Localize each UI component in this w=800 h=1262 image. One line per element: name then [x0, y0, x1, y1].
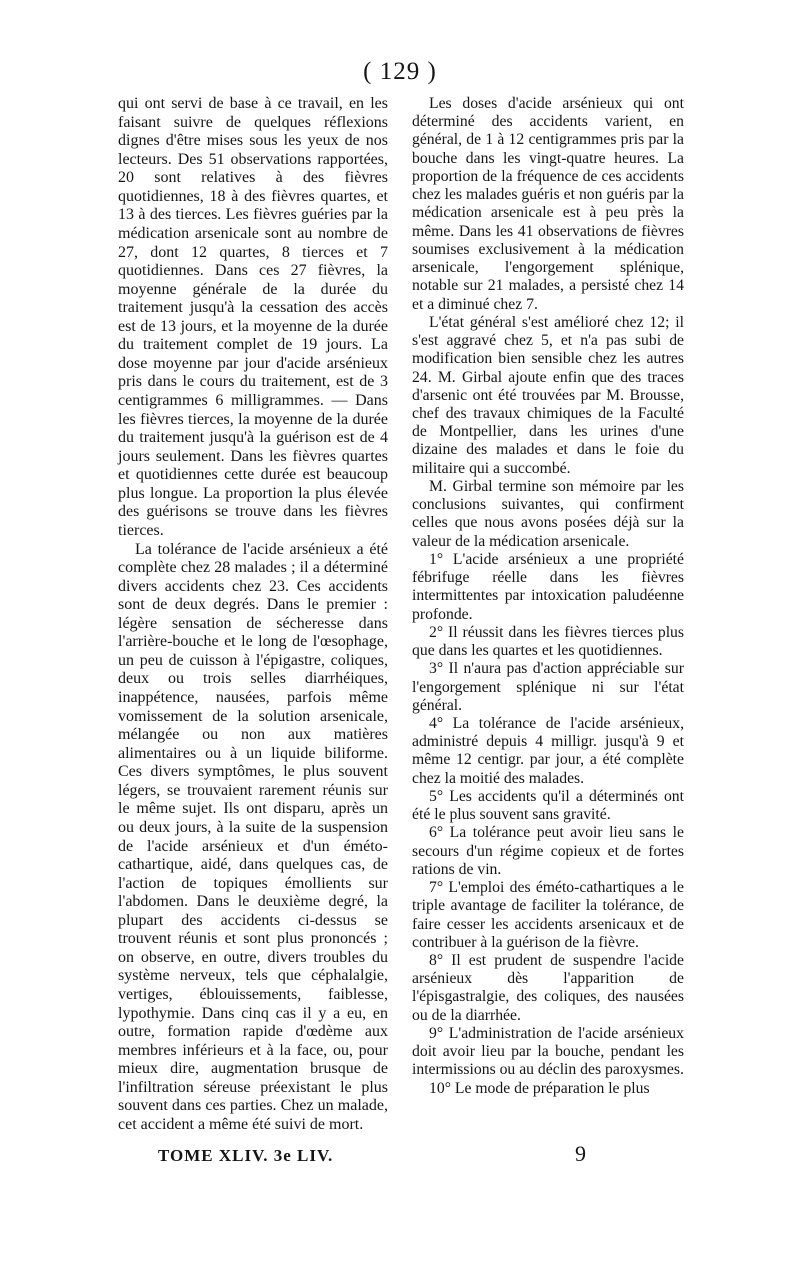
- paragraph: 7° L'emploi des éméto-cathartiques a le triple avantage de faciliter la tolérance, de faire cesser les accidents arsenicaux et de contribuer à la guérison de la fièvre.: [412, 879, 684, 951]
- volume-signature: TOME XLIV. 3e LIV.: [158, 1146, 334, 1165]
- paragraph: qui ont servi de base à ce travail, en les faisant suivre de quelques réflexions dignes d'être mises sous les yeux de nos lecteurs. Des 51 observations rapportées, 20 sont relatives à des fièvres quotidiennes, 18 à des fièvres quartes, et 13 à des tierces. Les fièvres guéries par la médication arsenicale sont au nombre de 27, dont 12 quartes, 8 tierces et 7 quotidiennes. Dans ces 27 fièvres, la moyenne générale de la durée du traitement jusqu'à la cessation des accès est de 13 jours, et la moyenne de la durée du traitement complet de 19 jours. La dose moyenne par jour d'acide arsénieux pris dans le cours du traitement, est de 3 centigrammes 6 milligrammes. — Dans les fièvres tierces, la moyenne de la durée du traitement jusqu'à la guérison est de 4 jours seulement. Dans les fièvres quartes et quotidiennes cette durée est beaucoup plus longue. La proportion la plus élevée des guérisons se trouve dans les fièvres tierces.: [118, 95, 388, 539]
- left-column: [118, 95, 388, 1135]
- sheet-number: 9: [575, 1141, 586, 1166]
- page-number: ( 129 ): [363, 58, 437, 85]
- paragraph: 2° Il réussit dans les fièvres tierces plus que dans les quartes et les quotidiennes.: [412, 623, 684, 660]
- paragraph: La tolérance de l'acide arsénieux a été complète chez 28 malades ; il a déterminé divers accidents chez 23. Ces accidents sont de deux degrés. Dans le premier : légère sensation de sécheresse dans l'arrière-bouche et le long de l'œsophage, un peu de cuisson à l'épigastre, coliques, deux ou trois selles diarrhéiques, inappétence, nausées, parfois même vomissement de la solution arsenicale, mélangée ou non aux matières alimentaires ou à un liquide biliforme. Ces divers symptômes, le plus souvent légers, se trouvaient rarement réunis sur le même sujet. Ils ont disparu, après un ou deux jours, à la suite de la suspension de l'acide arsénieux et d'un éméto-cathartique, aidé, dans quelques cas, de l'action de topiques émollients sur l'abdomen. Dans le deuxième degré, la plupart des accidents ci-dessus se trouvent réunis et sont plus prononcés ; on observe, en outre, divers troubles du système nerveux, tels que céphalalgie, vertiges, éblouissements, faiblesse, lypothymie. Dans cinq cas il y a eu, en outre, formation rapide d'œdème aux membres inférieurs et à la face, ou, pour mieux dire, augmentation brusque de l'infiltration séreuse préexistant le plus souvent dans ces parties. Chez un malade, cet accident a même été suivi de mort.: [118, 540, 388, 1133]
- paragraph: 6° La tolérance peut avoir lieu sans le secours d'un régime copieux et de fortes rations de vin.: [412, 824, 684, 878]
- right-column: [412, 95, 684, 1098]
- paragraph: Les doses d'acide arsénieux qui ont déterminé des accidents varient, en général, de 1 à 12 centigrammes pris par la bouche dans les vingt-quatre heures. La proportion de la fréquence de ces accidents chez les malades guéris et non guéris par la médication arsenicale est à peu près la même. Dans les 41 observations de fièvres soumises exclusivement à la médication arsenicale, l'engorgement splénique, notable sur 21 malades, a persisté chez 14 et a diminué chez 7.: [412, 95, 684, 313]
- paragraph: 9° L'administration de l'acide arsénieux doit avoir lieu par la bouche, pendant les intermissions ou au déclin des paroxysmes.: [412, 1024, 684, 1079]
- paragraph: 4° La tolérance de l'acide arsénieux, administré depuis 4 milligr. jusqu'à 9 et même 12 centigr. par jour, a été complète chez la moitié des malades.: [412, 714, 684, 787]
- paragraph: 1° L'acide arsénieux a une propriété fébrifuge réelle dans les fièvres intermittentes par intoxication paludéenne profonde.: [412, 550, 684, 623]
- paragraph: 3° Il n'aura pas d'action appréciable sur l'engorgement splénique ni sur l'état général.: [412, 660, 684, 714]
- paragraph: 10° Le mode de préparation le plus: [429, 1079, 650, 1097]
- paragraph: 8° Il est prudent de suspendre l'acide arsénieux dès l'apparition de l'épisgastralgie, des coliques, des nausées ou de la diarrhée.: [412, 952, 684, 1024]
- paragraph: 5° Les accidents qu'il a déterminés ont été le plus souvent sans gravité.: [412, 787, 684, 824]
- paragraph: L'état général s'est amélioré chez 12; il s'est aggravé chez 5, et n'a pas subi de modification bien sensible chez les autres 24. M. Girbal ajoute enfin que des traces d'arsenic ont été trouvées par M. Brousse, chef des travaux chimiques de la Faculté de Montpellier, dans les urines d'une dizaine des malades et dans le foie du militaire qui a succombé.: [412, 313, 684, 477]
- paragraph: M. Girbal termine son mémoire par les conclusions suivantes, qui confirment celles que nous avons posées déjà sur la valeur de la médication arsenicale.: [412, 477, 684, 550]
